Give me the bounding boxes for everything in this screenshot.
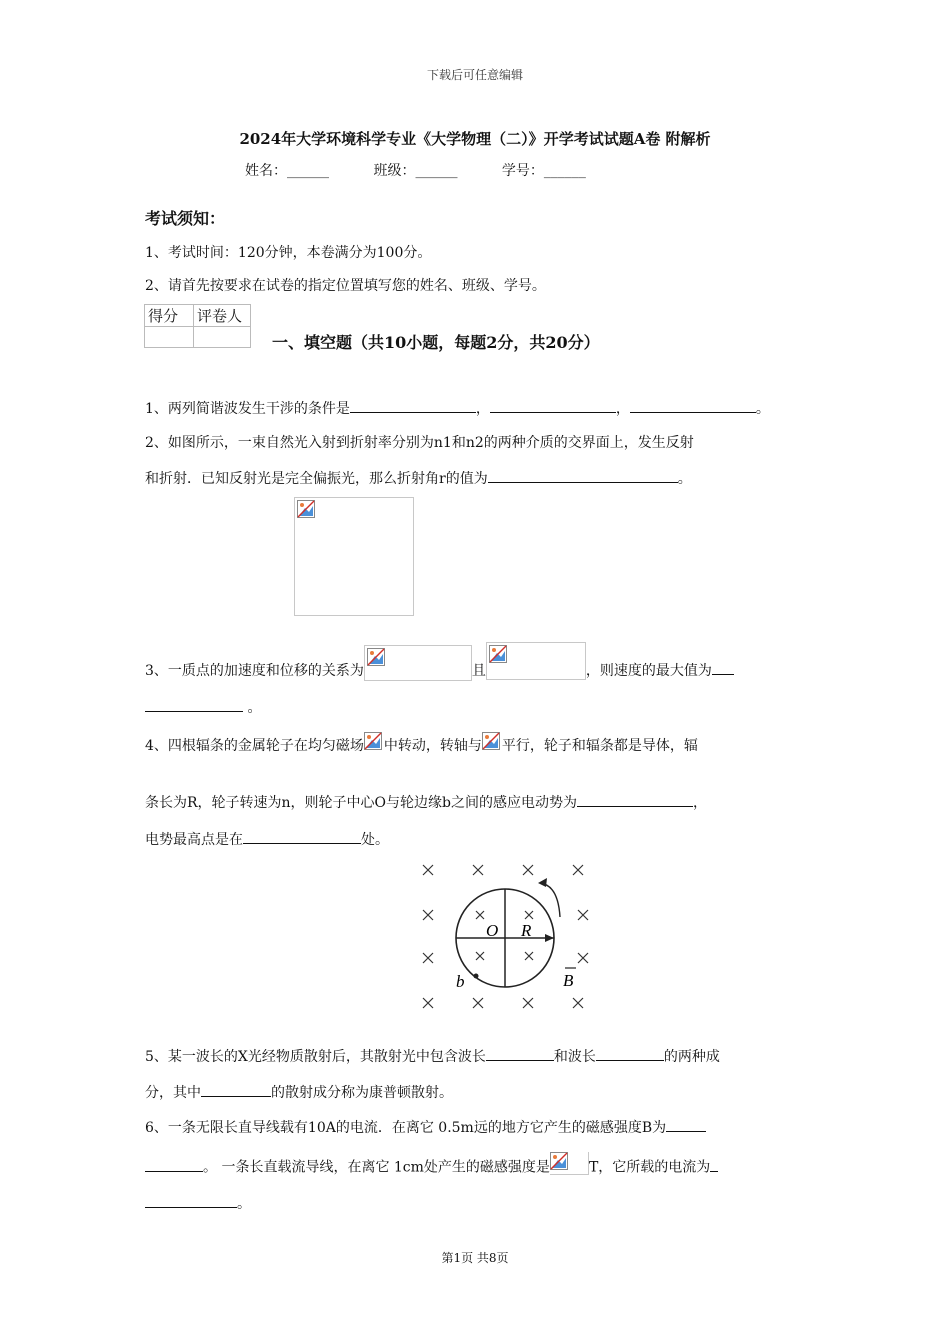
- broken-image-icon: [550, 1152, 568, 1170]
- question-5-line1: 5、某一波长的X光经物质散射后，其散射光中包含波长 和波长 的两种成: [145, 1046, 720, 1066]
- broken-image-icon: [364, 732, 382, 750]
- question-6-line3: 。: [145, 1193, 251, 1213]
- question-3-cont: 。: [145, 697, 261, 717]
- question-6-line2: 。 一条长直载流导线，在离它 1cm处产生的磁感强度是 T，它所载的电流为: [145, 1156, 718, 1179]
- broken-image-icon: [482, 732, 500, 750]
- answer-blank[interactable]: [350, 398, 476, 413]
- score-table: [144, 304, 251, 348]
- answer-blank[interactable]: [490, 398, 616, 413]
- radius-arrowhead: [545, 934, 554, 942]
- formula-image: [486, 642, 586, 680]
- score-cell[interactable]: [145, 327, 194, 348]
- rotating-wheel-figure: [408, 855, 608, 1015]
- notice-item: 2、请首先按要求在试卷的指定位置填写您的姓名、班级、学号。: [145, 278, 546, 294]
- question-6-line1: 6、一条无限长直导线载有10A的电流．在离它 0.5m远的地方它产生的磁感强度B为: [145, 1117, 706, 1137]
- question-1: 1、两列简谐波发生干涉的条件是 ， ， 。: [145, 398, 770, 418]
- label-b: b: [456, 972, 465, 991]
- header-note: 下载后可任意编辑: [426, 68, 523, 82]
- answer-blank[interactable]: [145, 1193, 237, 1208]
- answer-blank[interactable]: [666, 1117, 706, 1132]
- class-field[interactable]: 班级：______: [373, 163, 458, 179]
- answer-blank[interactable]: [488, 468, 678, 483]
- answer-blank[interactable]: [577, 792, 693, 807]
- formula-image: [482, 732, 502, 752]
- point-b-dot: [474, 974, 479, 979]
- answer-blank[interactable]: [201, 1082, 271, 1097]
- question-4-line2: 条长为R，轮子转速为n，则轮子中心O与轮边缘b之间的感应电动势为 ，: [145, 792, 707, 812]
- name-field[interactable]: 姓名：______: [245, 163, 329, 179]
- answer-blank[interactable]: [596, 1046, 664, 1061]
- label-O: O: [486, 921, 499, 940]
- label-B: B: [563, 971, 574, 990]
- score-header: 得分: [145, 305, 194, 327]
- question-3: 3、一质点的加速度和位移的关系为 且 ，则速度的最大值为: [145, 652, 734, 690]
- grader-header: 评卷人: [194, 305, 251, 327]
- rotation-arrow: [540, 883, 560, 917]
- question-4-line1: 4、四根辐条的金属轮子在均匀磁场 中转动，转轴与 平行，轮子和辐条都是导体，辐: [145, 735, 698, 756]
- notice-item: 1、考试时间：120分钟，本卷满分为100分。: [145, 245, 432, 261]
- notice-title: 考试须知：: [145, 209, 226, 228]
- answer-blank[interactable]: [145, 1157, 203, 1172]
- grader-cell[interactable]: [194, 327, 251, 348]
- answer-blank[interactable]: [630, 398, 756, 413]
- answer-blank[interactable]: [710, 1157, 718, 1172]
- broken-image-icon: [489, 645, 507, 663]
- exam-title: 2024年大学环境科学专业《大学物理（二）》开学考试试题A卷 附解析: [239, 130, 711, 148]
- answer-blank[interactable]: [712, 660, 734, 675]
- answer-blank[interactable]: [243, 829, 361, 844]
- label-R: R: [521, 921, 532, 940]
- question-2-line2: 和折射．已知反射光是完全偏振光，那么折射角r的值为 。: [145, 468, 692, 488]
- formula-image: [364, 732, 384, 752]
- question-5-line2: 分，其中 的散射成分称为康普顿散射。: [145, 1082, 453, 1102]
- page-footer: 第1页 共8页: [441, 1251, 509, 1265]
- answer-blank[interactable]: [145, 697, 243, 712]
- figure-placeholder: [294, 497, 414, 616]
- rotation-arrowhead: [538, 878, 547, 887]
- broken-image-icon: [297, 500, 315, 518]
- question-4-line3: 电势最高点是在 处。: [145, 829, 389, 849]
- answer-blank[interactable]: [486, 1046, 554, 1061]
- section-title: 一、填空题（共10小题，每题2分，共20分）: [272, 333, 600, 352]
- formula-image: [364, 645, 472, 681]
- formula-image: [550, 1152, 589, 1175]
- student-id-field[interactable]: 学号：______: [501, 163, 586, 179]
- broken-image-icon: [367, 648, 385, 666]
- question-2-line1: 2、如图所示，一束自然光入射到折射率分别为n1和n2的两种介质的交界面上，发生反射: [145, 435, 694, 451]
- student-info-row: [245, 160, 626, 180]
